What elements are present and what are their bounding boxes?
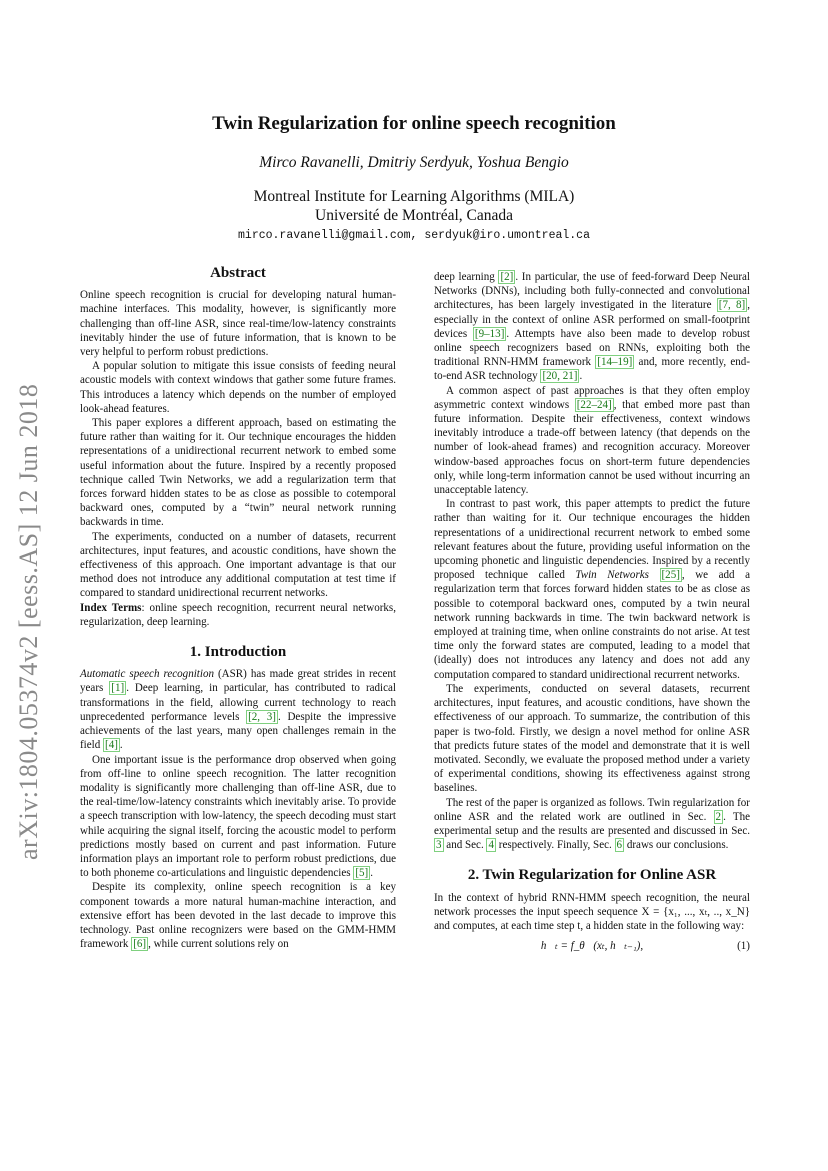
affiliation-line-2: Université de Montréal, Canada — [315, 207, 513, 224]
text-run: . — [119, 739, 123, 752]
index-terms — [80, 601, 396, 629]
text-run: and, more recently, end-to-end ASR technology — [434, 356, 751, 383]
text-run: . Despite the impressive achievements of the last years, many open challenges remain in the field — [80, 710, 396, 752]
section-2-heading: 2. Twin Regularization for Online ASR — [467, 867, 717, 884]
body-paragraph — [434, 270, 750, 384]
citation-link[interactable]: [14–19] — [597, 356, 633, 369]
abstract-paragraph: A popular solution to mitigate this issue consists of feeding neural acoustic models with context windows that gather some future frames. This introduces a latency which depends on the number of employed look-ahead features. — [80, 360, 396, 415]
text-run: One important issue is the performance drop observed when going from off-line to online speech recognition. The latter recognition modality is significantly more challenging than off-line ASR, due to the real-time/low-latency constraints which inevitably arise. To provide a speech transcription with low-latency, the speech decoding must start while acquiring the signal itself, forcing the acoustic model to perform predictions mostly based on current and past information. Future information plays an important role to perform robust predictions, due to both phoneme co-articulations and linguistic dependencies — [80, 753, 396, 880]
section-ref-link[interactable]: 3 — [436, 839, 442, 852]
citation-link[interactable]: [25] — [661, 569, 680, 582]
citation-link[interactable]: [7, 8] — [718, 299, 746, 312]
arxiv-stamp: arXiv:1804.05374v2 [eess.AS] 12 Jun 2018 — [14, 383, 43, 860]
right-column — [434, 270, 750, 953]
body-paragraph: The experiments, conducted on several datasets, recurrent architectures, input features, and acoustic conditions, have shown the effectiveness of our approach. To summarize, the contribution of this paper is two-fold. Firstly, we design a novel method for online ASR that predicts future states of the model and demonstrate that it is well motivated. Secondly, we evaluate the proposed method under a variety of experimental conditions, showing its effectiveness against strong baselines. — [434, 682, 750, 795]
left-column — [80, 266, 396, 951]
authors: Mirco Ravanelli, Dmitriy Serdyuk, Yoshua Bengio — [259, 154, 569, 171]
intro-heading: 1. Introduction — [189, 644, 287, 661]
intro-paragraph — [80, 753, 396, 881]
text-run: and Sec. — [443, 839, 487, 852]
section-ref-link[interactable]: 2 — [715, 810, 722, 823]
text-run: (ASR) has made great strides in recent years — [80, 668, 396, 695]
text-run: Despite its complexity, online speech recognition is a key component towards a more natural human-machine interaction, and extensive effort has been devoted in the last decade to improve this technology. Past online recognizers were based on the GMM-HMM framework — [80, 881, 396, 951]
emphasis-text: Automatic speech recognition — [80, 668, 214, 681]
body-paragraph — [434, 796, 750, 853]
text-run: , while current solutions rely on — [148, 938, 289, 951]
citation-link[interactable]: [5] — [355, 867, 369, 880]
text-run: . — [579, 370, 583, 383]
body-paragraph — [434, 497, 750, 682]
text-run: . In particular, the use of feed-forward Deep Neural Networks (DNNs), including both fully-connected and convolutional architectures, has been largely investigated in the literature — [434, 271, 750, 312]
citation-link[interactable]: [2] — [500, 271, 514, 283]
intro-paragraph — [80, 667, 396, 752]
citation-link[interactable]: [9–13] — [474, 327, 505, 340]
abstract-paragraph: This paper explores a different approach, based on estimating the future rather than waiting for it. Our technique encourages the hidden representations of a unidirectional recurrent network to embed some useful information about the future. Inspired by a recently proposed technique called Twin Networks, we add a regularization term that forces forward hidden states to be as close as possible to cotemporal backward ones, computed by a “twin” neural network running backwards in time. — [80, 417, 396, 529]
text-run: deep learning — [434, 271, 499, 283]
abstract-paragraph: Online speech recognition is crucial for developing natural human-machine interfaces. This modality, however, is significantly more challenging than off-line ASR, since real-time/low-latency constraints inevitably hinder the use of future information, that is known to be very helpful to perform robust predictions. — [80, 289, 396, 359]
equation-1-body: h⃗ₜ = f_θ⃗(xₜ, h⃗ₜ₋₁), — [540, 940, 644, 953]
text-run: In contrast to past work, this paper attempts to predict the future rather than waiting for it. Our technique encourages the hidden representations of a unidirectional recurrent network to embed some relevant features about the future, providing useful information on the upcoming phonetic and linguistic dependencies. Inspired by a recently proposed technique called — [434, 498, 750, 582]
affiliation-line-1: Montreal Institute for Learning Algorithms (MILA) — [253, 188, 575, 205]
citation-link[interactable]: [2, 3] — [248, 710, 276, 723]
text-run: The rest of the paper is organized as follows. Twin regularization for online ASR and the related work are outlined in Sec. — [434, 796, 750, 823]
section-ref-link[interactable]: 6 — [616, 839, 623, 852]
affiliation — [0, 187, 828, 225]
citation-link[interactable]: [1] — [111, 682, 125, 695]
text-run: , especially in the context of online ASR performed on small-footprint devices — [434, 299, 750, 340]
text-run: , we add a regularization term that forces forward hidden states to be as close as possible to cotemporal backward ones, computed by a twin neural network running backwards in time. The twin backward network is employed at training time, when online constraints do not arise. At test time only the forward states are computed, leading to a model that (ideally) does not introduces any latency and does not add any computation compared to standard unidirectional recurrent networks. — [434, 569, 750, 681]
paper-title: Twin Regularization for online speech recognition — [212, 113, 616, 134]
text-run: respectively. Finally, Sec. — [496, 839, 615, 852]
index-terms-text: : online speech recognition, recurrent neural networks, regularization, deep learning. — [80, 601, 396, 628]
equation-1-number: (1) — [737, 940, 750, 953]
emphasis-text: Twin Networks — [575, 569, 649, 582]
equation-1 — [434, 939, 750, 953]
abstract-heading: Abstract — [210, 265, 266, 281]
text-run: . Attempts have also been made to develop robust online speech recognizers based on RNNs, exploiting both the traditional RNN-HMM framework — [434, 327, 750, 369]
text-run: . The experimental setup and the results are presented and discussed in Sec. — [434, 810, 750, 837]
citation-link[interactable]: [22–24] — [576, 398, 612, 411]
index-terms-label: Index Terms — [80, 601, 142, 614]
body-paragraph: In the context of hybrid RNN-HMM speech recognition, the neural network processes the input speech sequence X = {x₁, ..., xₜ, .., x_N} and computes, at each time step t, a hidden state in the following way: — [434, 891, 750, 932]
text-run: , that embed more past than future information. Despite their effectiveness, context windows inevitably introduce a trade-off between latency (that depends on the number of look-ahead frames) and recognition accuracy. Moreover window-based approaches focus on short-term future dependencies only, while long-term information cannot be used without incurring an unacceptable latency. — [434, 398, 751, 497]
citation-link[interactable]: [6] — [133, 938, 147, 951]
author-emails: mirco.ravanelli@gmail.com, serdyuk@iro.umontreal.ca — [238, 229, 590, 242]
citation-link[interactable]: [4] — [105, 739, 118, 752]
text-run: A common aspect of past approaches is that they often employ asymmetric context windows — [434, 384, 750, 411]
intro-paragraph — [80, 880, 396, 951]
text-run: . Deep learning, in particular, has contributed to radical transformations in the field, allowing current technology to reach unprecedented performance levels — [80, 682, 396, 723]
citation-link[interactable]: [20, 21] — [542, 370, 578, 383]
text-run: . — [370, 867, 373, 880]
section-ref-link[interactable]: 4 — [488, 839, 495, 852]
body-paragraph — [434, 384, 750, 498]
text-run: draws our conclusions. — [624, 839, 729, 852]
abstract-paragraph: The experiments, conducted on a number of datasets, recurrent architectures, input features, and acoustic conditions, have shown the effectiveness of this approach. One important advantage is that our method does not introduce any additional computation at test time if compared to standard unidirectional recurrent networks. — [80, 530, 396, 600]
